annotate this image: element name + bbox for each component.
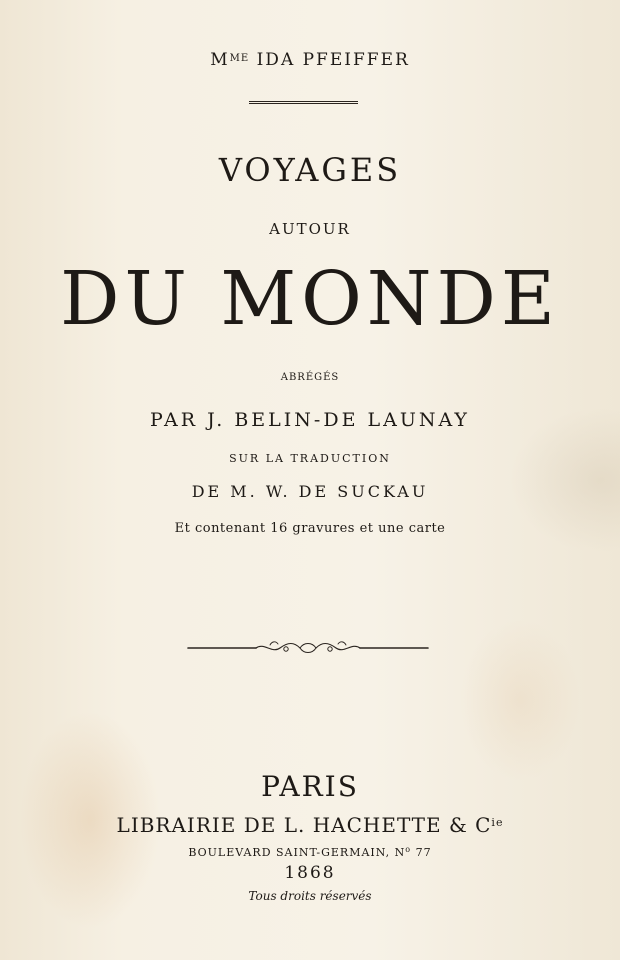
address-superscript: o	[405, 845, 412, 854]
editor-line: PAR J. BELIN-DE LAUNAY	[150, 409, 470, 431]
address-number: 77	[411, 846, 432, 859]
author-prefix-superscript: ME	[229, 53, 250, 64]
title-divider-rule	[249, 101, 358, 104]
abridged-label: ABRÉGÉS	[280, 372, 340, 383]
address-street: BOULEVARD SAINT-GERMAIN, N	[188, 846, 406, 859]
title-du-monde: DU MONDE	[60, 256, 560, 342]
ornamental-divider	[186, 638, 430, 658]
imprint-address	[0, 845, 620, 859]
imprint-city: PARIS	[261, 770, 359, 803]
author-prefix: M	[210, 50, 230, 70]
imprint-year: 1868	[284, 863, 336, 883]
title-autour: AUTOUR	[269, 220, 351, 238]
imprint-rights: Tous droits réservés	[248, 889, 372, 903]
publisher-name: LIBRAIRIE DE L. HACHETTE & C	[116, 813, 492, 837]
author-line	[0, 50, 620, 70]
contents-line: Et contenant 16 gravures et une carte	[174, 521, 446, 536]
author-name: IDA PFEIFFER	[256, 50, 410, 70]
translator-line: DE M. W. DE SUCKAU	[191, 482, 429, 501]
imprint-publisher	[0, 813, 620, 837]
publisher-superscript: ie	[491, 816, 504, 829]
translation-label: SUR LA TRADUCTION	[229, 452, 391, 465]
title-voyages: VOYAGES	[218, 151, 402, 189]
